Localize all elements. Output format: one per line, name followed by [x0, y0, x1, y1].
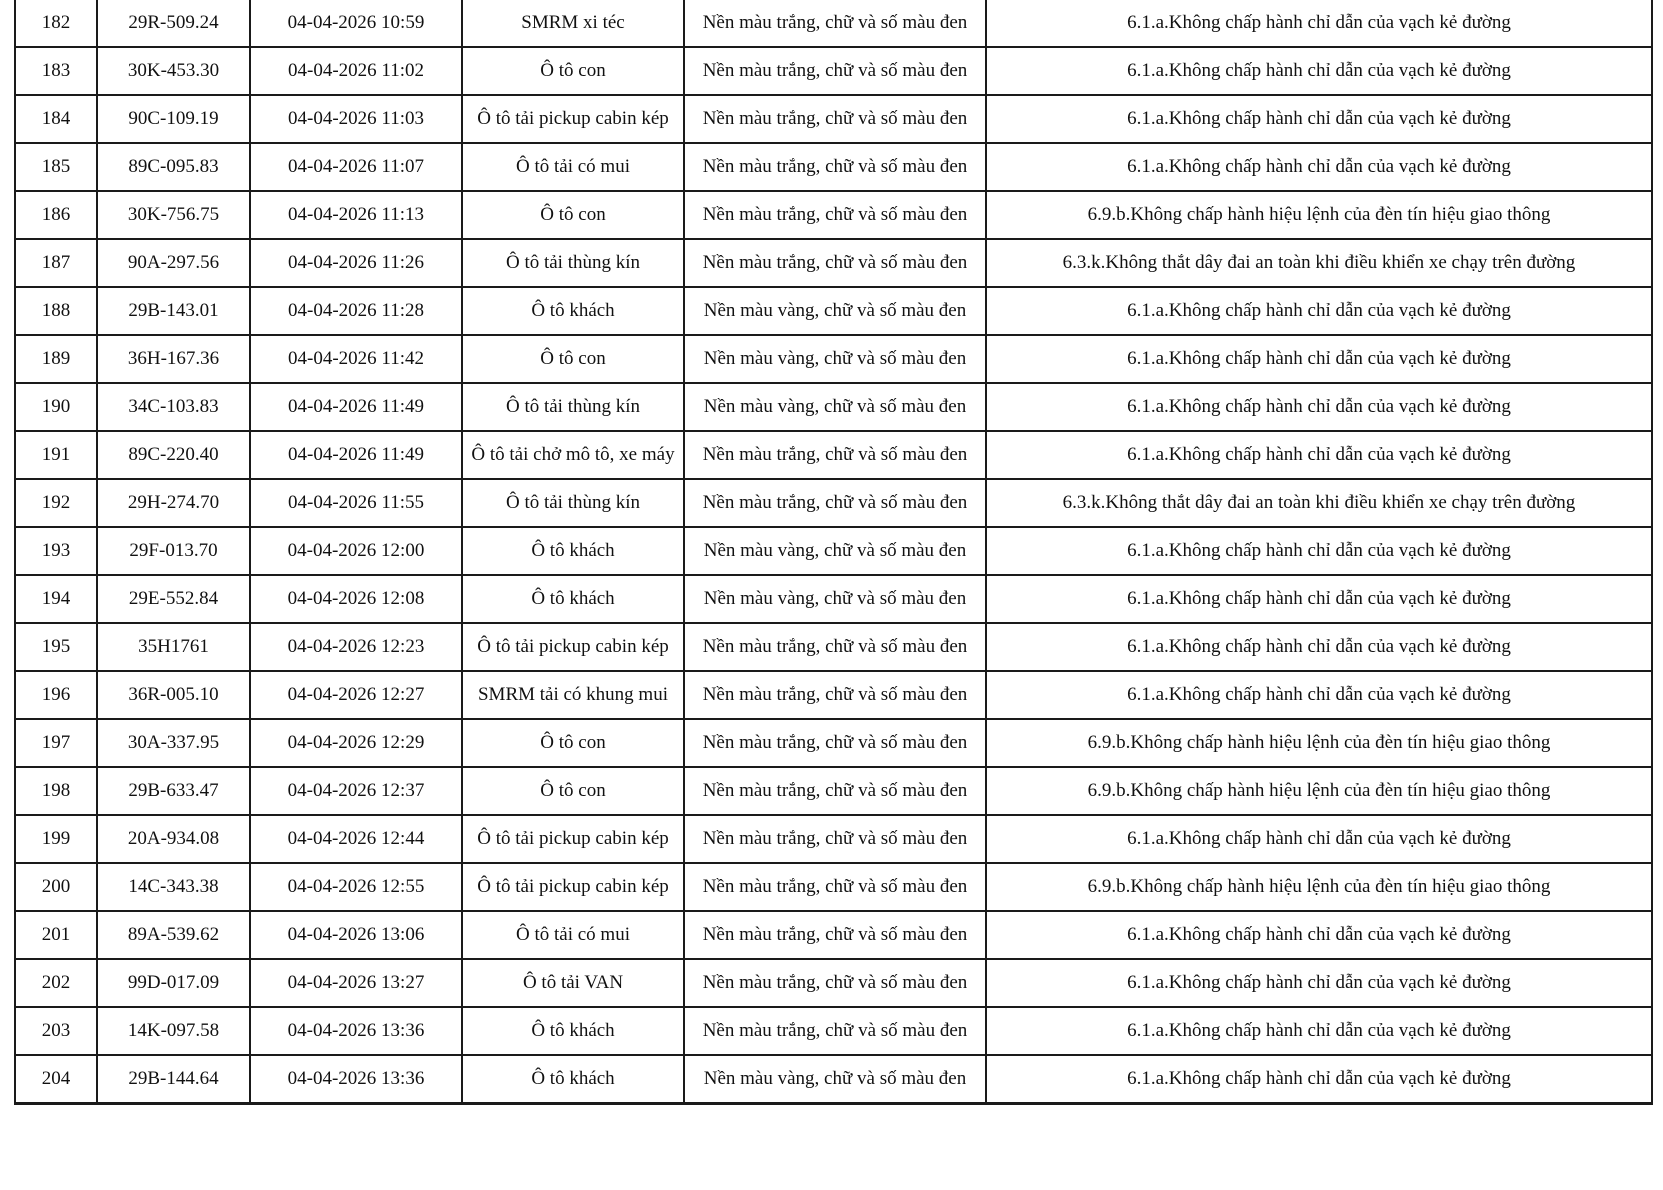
- plate-color-cell: Nền màu trắng, chữ và số màu đen: [684, 959, 986, 1007]
- plate-color-cell: Nền màu vàng, chữ và số màu đen: [684, 335, 986, 383]
- violation-time-cell: 04-04-2026 12:23: [250, 623, 462, 671]
- license-plate-cell: 89C-095.83: [97, 143, 250, 191]
- vehicle-type-cell: Ô tô con: [462, 719, 684, 767]
- license-plate-cell: 29B-633.47: [97, 767, 250, 815]
- violation-time-cell: 04-04-2026 13:36: [250, 1007, 462, 1055]
- license-plate-cell: 99D-017.09: [97, 959, 250, 1007]
- license-plate-cell: 90C-109.19: [97, 95, 250, 143]
- vehicle-type-cell: Ô tô tải thùng kín: [462, 479, 684, 527]
- plate-color-cell: Nền màu trắng, chữ và số màu đen: [684, 47, 986, 95]
- plate-color-cell: Nền màu trắng, chữ và số màu đen: [684, 95, 986, 143]
- row-number-cell: 196: [15, 671, 97, 719]
- violation-time-cell: 04-04-2026 11:49: [250, 383, 462, 431]
- vehicle-type-cell: Ô tô tải pickup cabin kép: [462, 95, 684, 143]
- violation-description-cell: 6.1.a.Không chấp hành chỉ dẫn của vạch kẻ đường: [986, 95, 1652, 143]
- violation-time-cell: 04-04-2026 12:55: [250, 863, 462, 911]
- row-number-cell: 189: [15, 335, 97, 383]
- license-plate-cell: 29B-143.01: [97, 287, 250, 335]
- vehicle-type-cell: Ô tô khách: [462, 1055, 684, 1104]
- row-number-cell: 183: [15, 47, 97, 95]
- violation-time-cell: 04-04-2026 11:26: [250, 239, 462, 287]
- violation-time-cell: 04-04-2026 11:07: [250, 143, 462, 191]
- vehicle-type-cell: SMRM xi téc: [462, 0, 684, 47]
- row-number-cell: 197: [15, 719, 97, 767]
- violation-description-cell: 6.1.a.Không chấp hành chỉ dẫn của vạch kẻ đường: [986, 911, 1652, 959]
- table-row: [15, 767, 1652, 815]
- violations-table: [14, 0, 1653, 1105]
- table-row: [15, 863, 1652, 911]
- license-plate-cell: 89A-539.62: [97, 911, 250, 959]
- plate-color-cell: Nền màu trắng, chữ và số màu đen: [684, 863, 986, 911]
- violation-description-cell: 6.1.a.Không chấp hành chỉ dẫn của vạch kẻ đường: [986, 143, 1652, 191]
- vehicle-type-cell: Ô tô con: [462, 767, 684, 815]
- violation-time-cell: 04-04-2026 11:49: [250, 431, 462, 479]
- license-plate-cell: 30A-337.95: [97, 719, 250, 767]
- plate-color-cell: Nền màu trắng, chữ và số màu đen: [684, 671, 986, 719]
- plate-color-cell: Nền màu trắng, chữ và số màu đen: [684, 719, 986, 767]
- plate-color-cell: Nền màu trắng, chữ và số màu đen: [684, 191, 986, 239]
- violation-description-cell: 6.3.k.Không thắt dây đai an toàn khi điều khiển xe chạy trên đường: [986, 479, 1652, 527]
- row-number-cell: 185: [15, 143, 97, 191]
- row-number-cell: 199: [15, 815, 97, 863]
- row-number-cell: 198: [15, 767, 97, 815]
- license-plate-cell: 89C-220.40: [97, 431, 250, 479]
- violation-description-cell: 6.1.a.Không chấp hành chỉ dẫn của vạch kẻ đường: [986, 1007, 1652, 1055]
- row-number-cell: 192: [15, 479, 97, 527]
- table-row: [15, 143, 1652, 191]
- row-number-cell: 188: [15, 287, 97, 335]
- violation-time-cell: 04-04-2026 11:03: [250, 95, 462, 143]
- row-number-cell: 194: [15, 575, 97, 623]
- violation-description-cell: 6.1.a.Không chấp hành chỉ dẫn của vạch kẻ đường: [986, 959, 1652, 1007]
- vehicle-type-cell: Ô tô tải thùng kín: [462, 239, 684, 287]
- violation-time-cell: 04-04-2026 11:55: [250, 479, 462, 527]
- violation-time-cell: 04-04-2026 12:29: [250, 719, 462, 767]
- license-plate-cell: 29B-144.64: [97, 1055, 250, 1104]
- license-plate-cell: 29F-013.70: [97, 527, 250, 575]
- table-row: [15, 0, 1652, 47]
- violation-time-cell: 04-04-2026 12:00: [250, 527, 462, 575]
- violation-time-cell: 04-04-2026 10:59: [250, 0, 462, 47]
- plate-color-cell: Nền màu trắng, chữ và số màu đen: [684, 623, 986, 671]
- table-row: [15, 623, 1652, 671]
- license-plate-cell: 29H-274.70: [97, 479, 250, 527]
- table-row: [15, 383, 1652, 431]
- vehicle-type-cell: Ô tô tải có mui: [462, 143, 684, 191]
- license-plate-cell: 34C-103.83: [97, 383, 250, 431]
- violation-time-cell: 04-04-2026 11:42: [250, 335, 462, 383]
- violation-time-cell: 04-04-2026 13:06: [250, 911, 462, 959]
- license-plate-cell: 36R-005.10: [97, 671, 250, 719]
- violation-description-cell: 6.9.b.Không chấp hành hiệu lệnh của đèn tín hiệu giao thông: [986, 863, 1652, 911]
- license-plate-cell: 30K-453.30: [97, 47, 250, 95]
- vehicle-type-cell: Ô tô con: [462, 47, 684, 95]
- violation-time-cell: 04-04-2026 11:02: [250, 47, 462, 95]
- plate-color-cell: Nền màu vàng, chữ và số màu đen: [684, 527, 986, 575]
- license-plate-cell: 35H1761: [97, 623, 250, 671]
- plate-color-cell: Nền màu trắng, chữ và số màu đen: [684, 911, 986, 959]
- violation-time-cell: 04-04-2026 12:37: [250, 767, 462, 815]
- row-number-cell: 195: [15, 623, 97, 671]
- table-row: [15, 431, 1652, 479]
- violation-description-cell: 6.9.b.Không chấp hành hiệu lệnh của đèn tín hiệu giao thông: [986, 767, 1652, 815]
- row-number-cell: 202: [15, 959, 97, 1007]
- table-row: [15, 287, 1652, 335]
- row-number-cell: 187: [15, 239, 97, 287]
- row-number-cell: 184: [15, 95, 97, 143]
- row-number-cell: 201: [15, 911, 97, 959]
- violation-description-cell: 6.9.b.Không chấp hành hiệu lệnh của đèn tín hiệu giao thông: [986, 191, 1652, 239]
- violation-description-cell: 6.1.a.Không chấp hành chỉ dẫn của vạch kẻ đường: [986, 383, 1652, 431]
- table-row: [15, 479, 1652, 527]
- plate-color-cell: Nền màu trắng, chữ và số màu đen: [684, 479, 986, 527]
- plate-color-cell: Nền màu trắng, chữ và số màu đen: [684, 431, 986, 479]
- row-number-cell: 190: [15, 383, 97, 431]
- license-plate-cell: 90A-297.56: [97, 239, 250, 287]
- license-plate-cell: 30K-756.75: [97, 191, 250, 239]
- table-row: [15, 911, 1652, 959]
- row-number-cell: 193: [15, 527, 97, 575]
- license-plate-cell: 29E-552.84: [97, 575, 250, 623]
- violation-time-cell: 04-04-2026 12:44: [250, 815, 462, 863]
- license-plate-cell: 14K-097.58: [97, 1007, 250, 1055]
- plate-color-cell: Nền màu trắng, chữ và số màu đen: [684, 1007, 986, 1055]
- plate-color-cell: Nền màu trắng, chữ và số màu đen: [684, 239, 986, 287]
- plate-color-cell: Nền màu vàng, chữ và số màu đen: [684, 1055, 986, 1104]
- license-plate-cell: 14C-343.38: [97, 863, 250, 911]
- license-plate-cell: 36H-167.36: [97, 335, 250, 383]
- vehicle-type-cell: Ô tô tải thùng kín: [462, 383, 684, 431]
- plate-color-cell: Nền màu vàng, chữ và số màu đen: [684, 287, 986, 335]
- violation-description-cell: 6.3.k.Không thắt dây đai an toàn khi điều khiển xe chạy trên đường: [986, 239, 1652, 287]
- violation-time-cell: 04-04-2026 12:08: [250, 575, 462, 623]
- table-row: [15, 575, 1652, 623]
- table-row: [15, 671, 1652, 719]
- table-row: [15, 239, 1652, 287]
- plate-color-cell: Nền màu trắng, chữ và số màu đen: [684, 815, 986, 863]
- vehicle-type-cell: Ô tô tải pickup cabin kép: [462, 863, 684, 911]
- violation-time-cell: 04-04-2026 12:27: [250, 671, 462, 719]
- violation-description-cell: 6.9.b.Không chấp hành hiệu lệnh của đèn tín hiệu giao thông: [986, 719, 1652, 767]
- vehicle-type-cell: Ô tô khách: [462, 1007, 684, 1055]
- table-row: [15, 1055, 1652, 1104]
- vehicle-type-cell: Ô tô khách: [462, 575, 684, 623]
- table-row: [15, 719, 1652, 767]
- table-row: [15, 191, 1652, 239]
- violation-description-cell: 6.1.a.Không chấp hành chỉ dẫn của vạch kẻ đường: [986, 815, 1652, 863]
- table-row: [15, 815, 1652, 863]
- violation-description-cell: 6.1.a.Không chấp hành chỉ dẫn của vạch kẻ đường: [986, 0, 1652, 47]
- vehicle-type-cell: Ô tô con: [462, 335, 684, 383]
- table-row: [15, 95, 1652, 143]
- violation-description-cell: 6.1.a.Không chấp hành chỉ dẫn của vạch kẻ đường: [986, 623, 1652, 671]
- plate-color-cell: Nền màu vàng, chữ và số màu đen: [684, 575, 986, 623]
- vehicle-type-cell: Ô tô khách: [462, 527, 684, 575]
- plate-color-cell: Nền màu trắng, chữ và số màu đen: [684, 0, 986, 47]
- row-number-cell: 203: [15, 1007, 97, 1055]
- vehicle-type-cell: Ô tô tải chở mô tô, xe máy: [462, 431, 684, 479]
- row-number-cell: 204: [15, 1055, 97, 1104]
- row-number-cell: 186: [15, 191, 97, 239]
- table-row: [15, 527, 1652, 575]
- violations-table-body: [15, 0, 1652, 1104]
- table-row: [15, 335, 1652, 383]
- violation-description-cell: 6.1.a.Không chấp hành chỉ dẫn của vạch kẻ đường: [986, 287, 1652, 335]
- violation-description-cell: 6.1.a.Không chấp hành chỉ dẫn của vạch kẻ đường: [986, 431, 1652, 479]
- violation-time-cell: 04-04-2026 11:13: [250, 191, 462, 239]
- plate-color-cell: Nền màu trắng, chữ và số màu đen: [684, 143, 986, 191]
- vehicle-type-cell: Ô tô tải pickup cabin kép: [462, 623, 684, 671]
- vehicle-type-cell: Ô tô khách: [462, 287, 684, 335]
- vehicle-type-cell: Ô tô tải pickup cabin kép: [462, 815, 684, 863]
- vehicle-type-cell: Ô tô con: [462, 191, 684, 239]
- row-number-cell: 182: [15, 0, 97, 47]
- violation-description-cell: 6.1.a.Không chấp hành chỉ dẫn của vạch kẻ đường: [986, 1055, 1652, 1104]
- violation-description-cell: 6.1.a.Không chấp hành chỉ dẫn của vạch kẻ đường: [986, 671, 1652, 719]
- violation-time-cell: 04-04-2026 11:28: [250, 287, 462, 335]
- license-plate-cell: 20A-934.08: [97, 815, 250, 863]
- license-plate-cell: 29R-509.24: [97, 0, 250, 47]
- plate-color-cell: Nền màu trắng, chữ và số màu đen: [684, 767, 986, 815]
- violation-description-cell: 6.1.a.Không chấp hành chỉ dẫn của vạch kẻ đường: [986, 335, 1652, 383]
- table-row: [15, 959, 1652, 1007]
- row-number-cell: 200: [15, 863, 97, 911]
- violation-description-cell: 6.1.a.Không chấp hành chỉ dẫn của vạch kẻ đường: [986, 527, 1652, 575]
- table-row: [15, 47, 1652, 95]
- violation-time-cell: 04-04-2026 13:36: [250, 1055, 462, 1104]
- vehicle-type-cell: Ô tô tải VAN: [462, 959, 684, 1007]
- plate-color-cell: Nền màu vàng, chữ và số màu đen: [684, 383, 986, 431]
- violation-time-cell: 04-04-2026 13:27: [250, 959, 462, 1007]
- violation-description-cell: 6.1.a.Không chấp hành chỉ dẫn của vạch kẻ đường: [986, 47, 1652, 95]
- row-number-cell: 191: [15, 431, 97, 479]
- vehicle-type-cell: SMRM tải có khung mui: [462, 671, 684, 719]
- violation-description-cell: 6.1.a.Không chấp hành chỉ dẫn của vạch kẻ đường: [986, 575, 1652, 623]
- table-row: [15, 1007, 1652, 1055]
- vehicle-type-cell: Ô tô tải có mui: [462, 911, 684, 959]
